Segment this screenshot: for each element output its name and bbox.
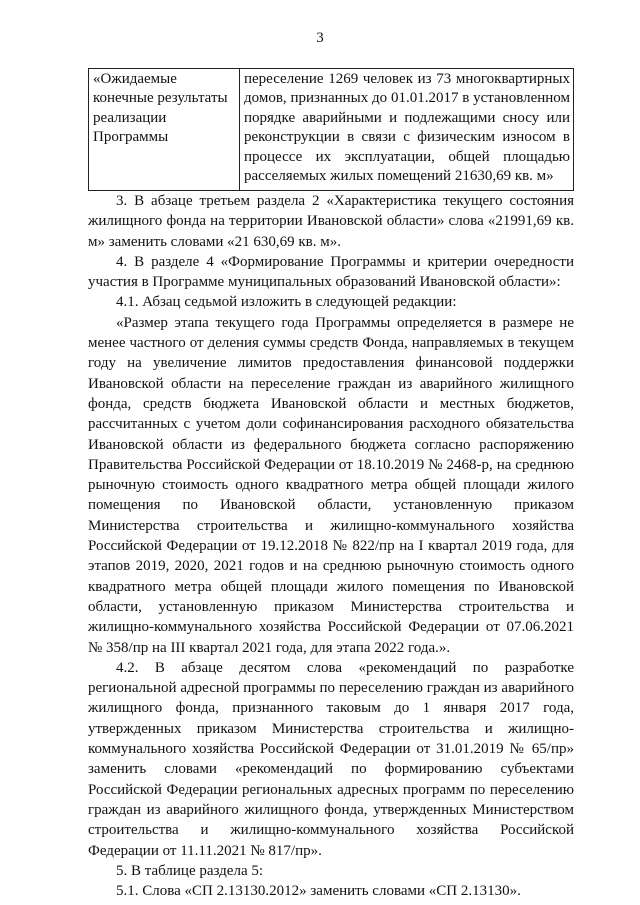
page-number: 3 bbox=[316, 30, 324, 46]
paragraph-5: 5. В таблице раздела 5: bbox=[116, 862, 264, 879]
table-cell-label: «Ожидаемые конечные результаты реализации Программы bbox=[89, 69, 240, 191]
paragraph-4-2: 4.2. В абзаце десятом слова «рекомендаций по разработке региональной адресной программы по переселению граждан из аварийного жилищного фонда, признанного таковым до 1 января 2017 года, утвержденных приказом Министерства строительства и жилищно-коммунального хозяйства Российской Федерации от 31.01.2019 № 65/пр» заменить словами «рекомендаций по формированию субъектами Российской Федерации региональных адресных программ по переселению граждан из аварийного жилищного фонда, утвержденных Министерством строительства и жилищно-коммунального хозяйства Российской Федерации от 11.11.2021 № 817/пр». bbox=[88, 659, 574, 859]
document-body bbox=[88, 191, 574, 901]
table-cell-value: переселение 1269 человек из 73 многоквартирных домов, признанных до 01.01.2017 в установленном порядке аварийными и подлежащими сносу или реконструкции в связи с физическим износом в процессе их эксплуатации, общей площадью расселяемых жилых помещений 21630,69 кв. м» bbox=[240, 69, 574, 191]
paragraph-3: 3. В абзаце третьем раздела 2 «Характеристика текущего состояния жилищного фонда на территории Ивановской области» слова «21991,69 кв. м» заменить словами «21 630,69 кв. м». bbox=[88, 193, 574, 250]
paragraph-quote: «Размер этапа текущего года Программы определяется в размере не менее частного от деления суммы средств Фонда, направляемых в текущем году на увеличение лимитов предоставления финансовой поддержки Ивановской области на переселение граждан из аварийного жилищного фонда, средств бюджета Ивановской области и местных бюджетов, рассчитанных с учетом доли софинансирования расходного обязательства Ивановской области из федерального бюджета согласно распоряжению Правительства Российской Федерации от 18.10.2019 № 2468-р, на среднюю рыночную стоимость одного квадратного метра общей площади жилого помещения по Ивановской области, установленную приказом Министерства строительства и жилищно-коммунального хозяйства Российской Федерации от 19.12.2018 № 822/пр на I квартал 2019 года, для этапов 2019, 2020, 2021 годов и на среднюю рыночную стоимость одного квадратного метра общей площади жилого помещения по Ивановской области, установленную приказом Министерства строительства и жилищно-коммунального хозяйства Российской Федерации от 07.06.2021 № 358/пр на III квартал 2021 года, для этапа 2022 года.». bbox=[88, 314, 574, 656]
table-row bbox=[89, 69, 574, 191]
paragraph-4: 4. В разделе 4 «Формирование Программы и критерии очередности участия в Программе муниципальных образований Ивановской области»: bbox=[88, 253, 574, 291]
program-results-table bbox=[88, 68, 574, 191]
paragraph-5-1: 5.1. Слова «СП 2.13130.2012» заменить словами «СП 2.13130». bbox=[116, 883, 521, 900]
paragraph-4-1: 4.1. Абзац седьмой изложить в следующей редакции: bbox=[116, 294, 457, 311]
